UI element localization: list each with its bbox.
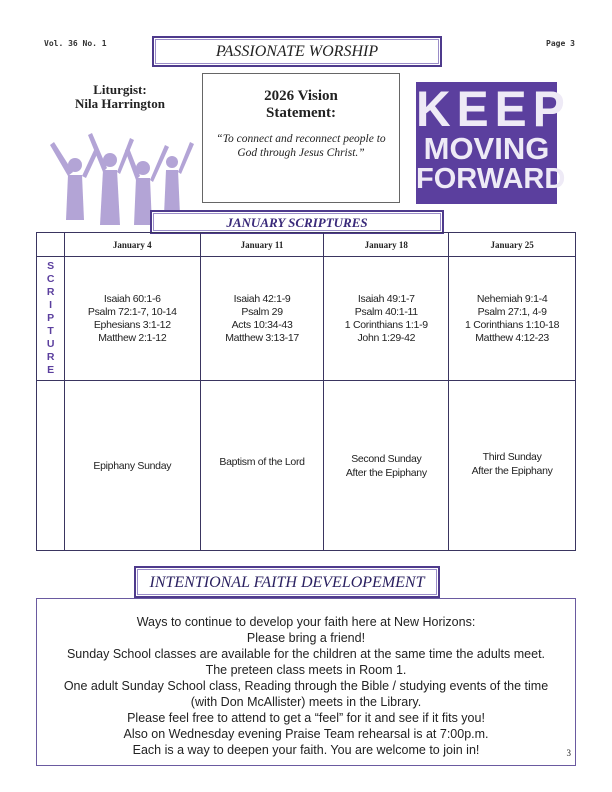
readings-cell: [64, 257, 200, 381]
date-header: January 25: [449, 233, 576, 257]
text: Matthew 3:13-17: [225, 331, 299, 344]
occasion-cell: [324, 381, 449, 551]
text: Psalm 40:1-11: [354, 305, 418, 318]
poster-line-forward: FORWARD: [416, 163, 566, 195]
poster-line-keep: KEEP: [416, 81, 571, 138]
liturgist-label: Liturgist:: [93, 82, 147, 97]
text: Epiphany Sunday: [93, 459, 172, 472]
date-header: January 4: [64, 233, 200, 257]
text: Third Sunday: [482, 450, 542, 463]
text: I: [49, 299, 52, 311]
readings-cell: [324, 257, 449, 381]
vision-quote-line2: God through Jesus Christ.”: [237, 147, 365, 159]
page-label: Page 3: [546, 39, 575, 48]
text: After the Epiphany: [471, 464, 553, 477]
text: 1 Corinthians 1:10-18: [465, 318, 560, 331]
text: T: [47, 325, 54, 337]
vision-statement-box: [202, 73, 400, 203]
occasion-cell: [64, 381, 200, 551]
text: Isaiah 42:1-9: [233, 292, 291, 305]
occasion-cell: [200, 381, 324, 551]
date-header: January 18: [324, 233, 449, 257]
table-header-row: [37, 233, 576, 257]
text: U: [46, 338, 55, 350]
liturgist-name: Nila Harrington: [75, 96, 165, 111]
text: Baptism of the Lord: [219, 455, 305, 468]
january-scriptures-heading: [150, 210, 444, 234]
text: Isaiah 60:1-6: [103, 292, 161, 305]
keep-moving-forward-poster: [416, 81, 571, 204]
volume-label: Vol. 36 No. 1: [44, 39, 107, 48]
text: Second Sunday: [351, 452, 422, 465]
table-row: [37, 381, 576, 551]
text: R: [46, 351, 55, 363]
text: Nehemiah 9:1-4: [476, 292, 548, 305]
text: Ephesians 3:1-12: [93, 318, 171, 331]
table-row: [37, 257, 576, 381]
vision-quote-line1: “To connect and reconnect people to: [216, 133, 386, 145]
readings-cell: [200, 257, 324, 381]
text: 1 Corinthians 1:1-9: [344, 318, 428, 331]
readings-cell: [449, 257, 576, 381]
faith-line: Please bring a friend!: [246, 631, 366, 645]
text: C: [46, 273, 55, 285]
text: P: [47, 312, 54, 324]
text: Psalm 29: [241, 305, 283, 318]
text: Isaiah 49:1-7: [357, 292, 415, 305]
heading-text: INTENTIONAL FAITH DEVELOPEMENT: [149, 574, 425, 591]
text: R: [46, 286, 55, 298]
occasion-cell: [449, 381, 576, 551]
faith-line: Also on Wednesday evening Praise Team rehearsal is at 7:00p.m.: [123, 727, 489, 741]
vision-title-line2: Statement:: [266, 105, 336, 121]
faith-line: Ways to continue to develop your faith here at New Horizons:: [136, 615, 476, 629]
vision-title-line1: 2026 Vision: [264, 88, 338, 104]
faith-line: One adult Sunday School class, Reading through the Bible / studying events of the time: [63, 679, 549, 693]
occasion-row-label: [37, 381, 65, 551]
faith-development-box: [36, 598, 576, 766]
scripture-table: [36, 232, 576, 551]
text: E: [47, 364, 54, 376]
heading-text: PASSIONATE WORSHIP: [215, 43, 379, 60]
corner-cell: [37, 233, 65, 257]
heading-text: JANUARY SCRIPTURES: [226, 215, 368, 230]
text: Matthew 2:1-12: [98, 331, 167, 344]
date-header: January 11: [200, 233, 324, 257]
text: After the Epiphany: [345, 466, 427, 479]
faith-line: Each is a way to deepen your faith. You are welcome to join in!: [132, 743, 480, 757]
text: S: [47, 260, 54, 272]
text: Matthew 4:12-23: [475, 331, 549, 344]
faith-line: Please feel free to attend to get a “feel” for it and see if it fits you!: [127, 711, 485, 725]
passionate-worship-heading: [152, 36, 442, 67]
poster-line-moving: MOVING: [423, 131, 550, 166]
text: John 1:29-42: [357, 331, 416, 344]
faith-line: (with Don McAllister) meets in the Library.: [190, 695, 422, 709]
faith-line: Sunday School classes are available for the children at the same time the adults meet.: [66, 647, 546, 661]
text: Psalm 72:1-7, 10-14: [87, 305, 177, 318]
faith-development-heading: [134, 566, 440, 598]
text: Acts 10:34-43: [231, 318, 293, 331]
scripture-row-label: [37, 257, 65, 381]
text: Psalm 27:1, 4-9: [477, 305, 547, 318]
liturgist-block: [50, 83, 190, 111]
faith-line: The preteen class meets in Room 1.: [205, 663, 407, 677]
page-number: 3: [566, 748, 571, 758]
